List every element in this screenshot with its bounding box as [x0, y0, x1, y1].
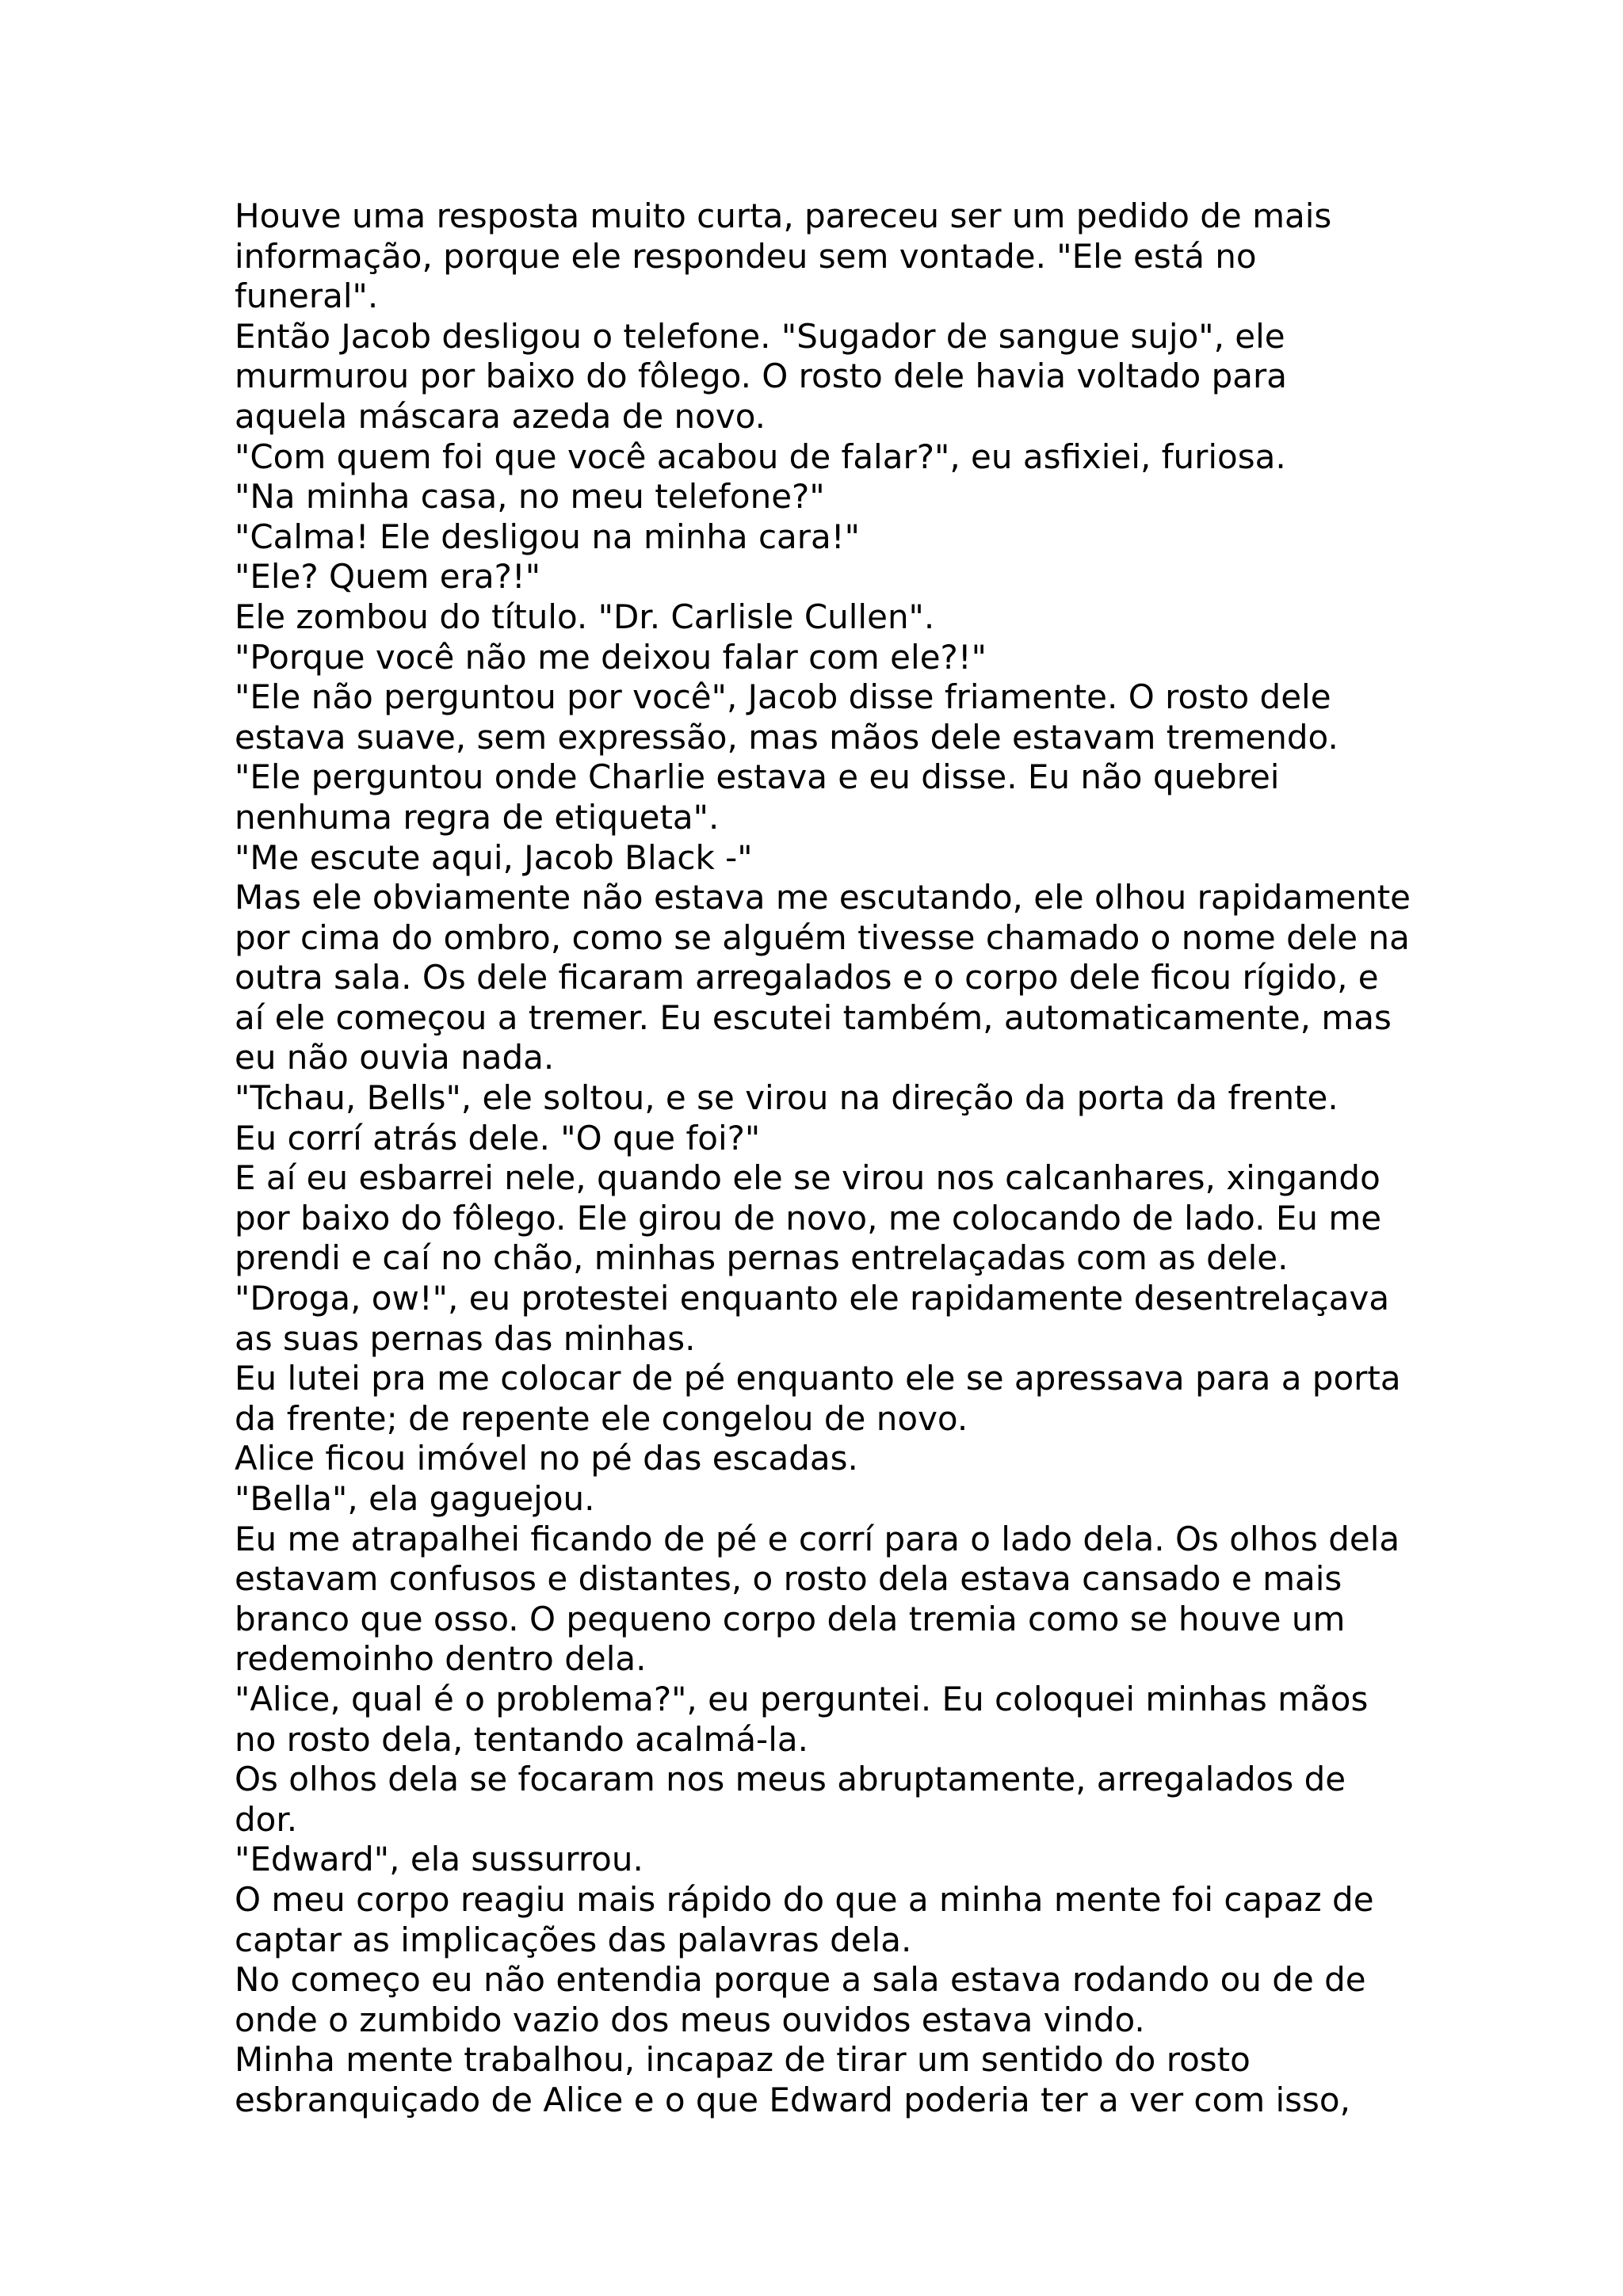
text-line: "Ele? Quem era?!" — [235, 557, 541, 597]
text-line: Houve uma resposta muito curta, pareceu ser um pedido de mais — [235, 196, 1332, 235]
paragraph — [235, 677, 1582, 757]
text-line: Os olhos dela se focaram nos meus abruptamente, arregalados de — [235, 1760, 1346, 1799]
paragraph — [235, 1680, 1582, 1760]
paragraph — [235, 557, 1582, 597]
text-line: informação, porque ele respondeu sem vontade. "Ele está no — [235, 236, 1257, 276]
text-line: aquela máscara azeda de novo. — [235, 396, 766, 436]
text-line: funeral". — [235, 277, 379, 316]
paragraph — [235, 1119, 1582, 1159]
paragraph — [235, 878, 1582, 1078]
text-line: Eu corrí atrás dele. "O que foi?" — [235, 1118, 761, 1158]
text-line: esbranquiçado de Alice e o que Edward poderia ter a ver com isso, — [235, 2080, 1350, 2119]
text-line: E aí eu esbarrei nele, quando ele se virou nos calcanhares, xingando — [235, 1158, 1381, 1198]
text-line: Minha mente trabalhou, incapaz de tirar um sentido do rosto — [235, 2040, 1251, 2080]
text-line: aí ele começou a tremer. Eu escutei também, automaticamente, mas — [235, 997, 1392, 1037]
text-line: "Alice, qual é o problema?", eu perguntei. Eu coloquei minhas mãos — [235, 1679, 1369, 1718]
text-line: "Porque você não me deixou falar com ele?!" — [235, 637, 987, 677]
paragraph — [235, 477, 1582, 517]
text-line: branco que osso. O pequeno corpo dela tremia como se houve um — [235, 1599, 1346, 1638]
text-line: O meu corpo reagiu mais rápido do que a minha mente foi capaz de — [235, 1879, 1374, 1919]
paragraph — [235, 1520, 1582, 1680]
text-line: eu não ouvia nada. — [235, 1038, 555, 1077]
paragraph — [235, 1760, 1582, 1840]
text-line: no rosto dela, tentando acalmá-la. — [235, 1719, 808, 1759]
paragraph — [235, 1279, 1582, 1359]
text-line: "Tchau, Bells", ele soltou, e se virou na direção da porta da frente. — [235, 1078, 1338, 1118]
paragraph — [235, 517, 1582, 558]
text-line: "Na minha casa, no meu telefone?" — [235, 477, 825, 517]
text-line: estavam confusos e distantes, o rosto dela estava cansado e mais — [235, 1559, 1342, 1599]
paragraph — [235, 1359, 1582, 1439]
text-line: Alice ficou imóvel no pé das escadas. — [235, 1439, 858, 1478]
paragraph — [235, 1479, 1582, 1520]
text-line: outra sala. Os dele ficaram arregalados e o corpo dele ficou rígido, e — [235, 958, 1379, 997]
text-line: "Droga, ow!", eu protestei enquanto ele rapidamente desentrelaçava — [235, 1279, 1390, 1318]
text-line: No começo eu não entendia porque a sala estava rodando ou de de — [235, 1960, 1366, 2000]
paragraph — [235, 1960, 1582, 2040]
paragraph — [235, 317, 1582, 437]
paragraph — [235, 838, 1582, 879]
text-line: nenhuma regra de etiqueta". — [235, 797, 720, 837]
text-line: por baixo do fôlego. Ele girou de novo, me colocando de lado. Eu me — [235, 1198, 1382, 1238]
paragraph — [235, 437, 1582, 478]
text-line: "Me escute aqui, Jacob Black -" — [235, 837, 753, 877]
text-line: "Com quem foi que você acabou de falar?", eu asfixiei, furiosa. — [235, 437, 1286, 476]
paragraph — [235, 196, 1582, 317]
text-line: Então Jacob desligou o telefone. "Sugador de sangue sujo", ele — [235, 316, 1285, 356]
text-line: captar as implicações das palavras dela. — [235, 1920, 912, 1959]
paragraph — [235, 1158, 1582, 1279]
text-line: "Bella", ela gaguejou. — [235, 1479, 595, 1518]
text-line: "Ele perguntou onde Charlie estava e eu disse. Eu não quebrei — [235, 757, 1280, 797]
text-line: Ele zombou do título. "Dr. Carlisle Cullen". — [235, 597, 935, 636]
paragraph — [235, 1840, 1582, 1880]
text-line: Eu me atrapalhei ficando de pé e corrí para o lado dela. Os olhos dela — [235, 1519, 1400, 1558]
text-line: onde o zumbido vazio dos meus ouvidos estava vindo. — [235, 2000, 1145, 2039]
text-line: "Edward", ela sussurrou. — [235, 1840, 643, 1879]
text-line: prendi e caí no chão, minhas pernas entrelaçadas com as dele. — [235, 1238, 1289, 1278]
paragraph — [235, 1439, 1582, 1479]
paragraph — [235, 597, 1582, 638]
text-line: Mas ele obviamente não estava me escutando, ele olhou rapidamente — [235, 878, 1411, 917]
document-body — [235, 196, 1582, 2121]
text-line: redemoinho dentro dela. — [235, 1639, 647, 1679]
text-line: as suas pernas das minhas. — [235, 1318, 696, 1358]
paragraph — [235, 757, 1582, 837]
paragraph — [235, 638, 1582, 678]
text-line: dor. — [235, 1799, 298, 1839]
text-line: por cima do ombro, como se alguém tivesse chamado o nome dele na — [235, 917, 1410, 957]
text-line: estava suave, sem expressão, mas mãos dele estavam tremendo. — [235, 717, 1338, 757]
text-line: Eu lutei pra me colocar de pé enquanto ele se apressava para a porta — [235, 1359, 1401, 1398]
paragraph — [235, 2040, 1582, 2120]
paragraph — [235, 1078, 1582, 1119]
text-line: murmurou por baixo do fôlego. O rosto dele havia voltado para — [235, 357, 1287, 396]
text-line: da frente; de repente ele congelou de novo. — [235, 1398, 968, 1438]
text-line: "Ele não perguntou por você", Jacob disse friamente. O rosto dele — [235, 677, 1331, 717]
paragraph — [235, 1880, 1582, 1960]
text-line: "Calma! Ele desligou na minha cara!" — [235, 517, 860, 556]
